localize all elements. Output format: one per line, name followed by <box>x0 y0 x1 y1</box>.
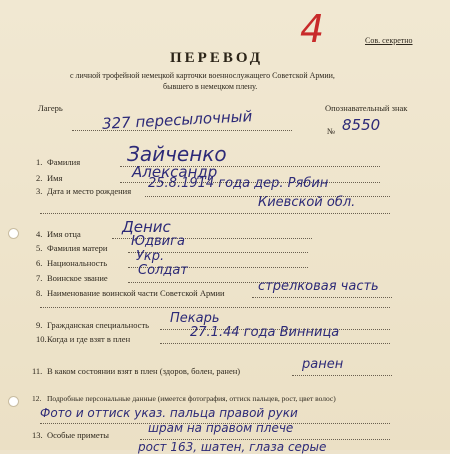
field-value-birth-place: Киевской обл. <box>258 195 356 210</box>
field-label-condition: В каком состоянии взят в плен (здоров, болен, ранен) <box>47 366 241 376</box>
field-line <box>40 213 390 214</box>
field-value-surname: Зайченко <box>127 142 227 166</box>
field-num: 10. <box>36 334 47 344</box>
document-subtitle-2: бывшего в немецком плену. <box>163 82 258 91</box>
field-num: 6. <box>36 258 43 268</box>
id-number-prefix: № <box>327 126 336 136</box>
field-num: 13. <box>32 430 43 440</box>
field-line <box>40 307 390 308</box>
field-num: 12. <box>32 394 42 403</box>
field-label-personal-data: Подробные персональные данные (имеется фотография, оттиск пальцев, рост, цвет волос) <box>47 394 336 403</box>
field-line <box>252 297 392 298</box>
field-label-surname: Фамилия <box>47 157 81 167</box>
punch-hole <box>8 228 19 239</box>
field-num: 4. <box>36 229 43 239</box>
field-value-condition: ранен <box>302 357 344 372</box>
bottom-partial-text: рост 163, шатен, глаза серые <box>138 440 327 454</box>
field-label-birth: Дата и место рождения <box>47 186 132 196</box>
field-label-marks: Особые приметы <box>47 430 110 440</box>
field-value-marks: шрам на правом плече <box>148 421 294 435</box>
id-number-value: 8550 <box>342 116 381 134</box>
camp-label: Лагерь <box>38 103 63 113</box>
field-num: 5. <box>36 243 43 253</box>
field-value-mother: Юдвига <box>131 234 185 249</box>
field-label-mother: Фамилия матери <box>47 243 108 253</box>
camp-value: 327 пересылочный <box>101 107 253 133</box>
field-value-father: Денис <box>122 218 171 236</box>
id-mark-label: Опознавательный знак <box>325 103 408 113</box>
field-label-unit: Наименование воинской части Советской Армии <box>47 288 225 298</box>
field-value-name: Александр <box>132 163 218 181</box>
punch-hole <box>8 396 19 407</box>
field-label-profession: Гражданская специальность <box>47 320 150 330</box>
camp-line <box>72 130 292 131</box>
field-value-nationality: Укр. <box>136 249 165 264</box>
field-num: 8. <box>36 288 43 298</box>
document-subtitle: с личной трофейной немецкой карточки военнослужащего Советской Армии, <box>70 71 335 80</box>
field-value-personal-data: Фото и оттиск указ. пальца правой руки <box>40 406 298 420</box>
field-value-unit: стрелковая часть <box>258 279 379 294</box>
field-num: 9. <box>36 320 43 330</box>
field-num: 1. <box>36 157 43 167</box>
field-value-capture: 27.1.44 года Винница <box>190 325 340 340</box>
field-line <box>160 343 390 344</box>
field-line <box>292 375 392 376</box>
secrecy-stamp: Сов. секретно <box>365 36 413 45</box>
field-num: 11. <box>32 366 43 376</box>
field-value-birth: 25.8.1914 года дер. Рябин <box>148 176 329 191</box>
handwritten-page-number: 4 <box>300 7 325 51</box>
field-label-rank: Воинское звание <box>47 273 108 283</box>
field-num: 2. <box>36 173 43 183</box>
field-label-capture: Когда и где взят в плен <box>47 334 131 344</box>
field-value-profession: Пекарь <box>170 311 220 326</box>
field-label-nationality: Национальность <box>47 258 108 268</box>
field-label-father: Имя отца <box>47 229 81 239</box>
field-num: 3. <box>36 186 43 196</box>
field-num: 7. <box>36 273 43 283</box>
field-label-name: Имя <box>47 173 63 183</box>
field-value-rank: Солдат <box>138 263 188 278</box>
document-title: ПЕРЕВОД <box>170 50 264 66</box>
